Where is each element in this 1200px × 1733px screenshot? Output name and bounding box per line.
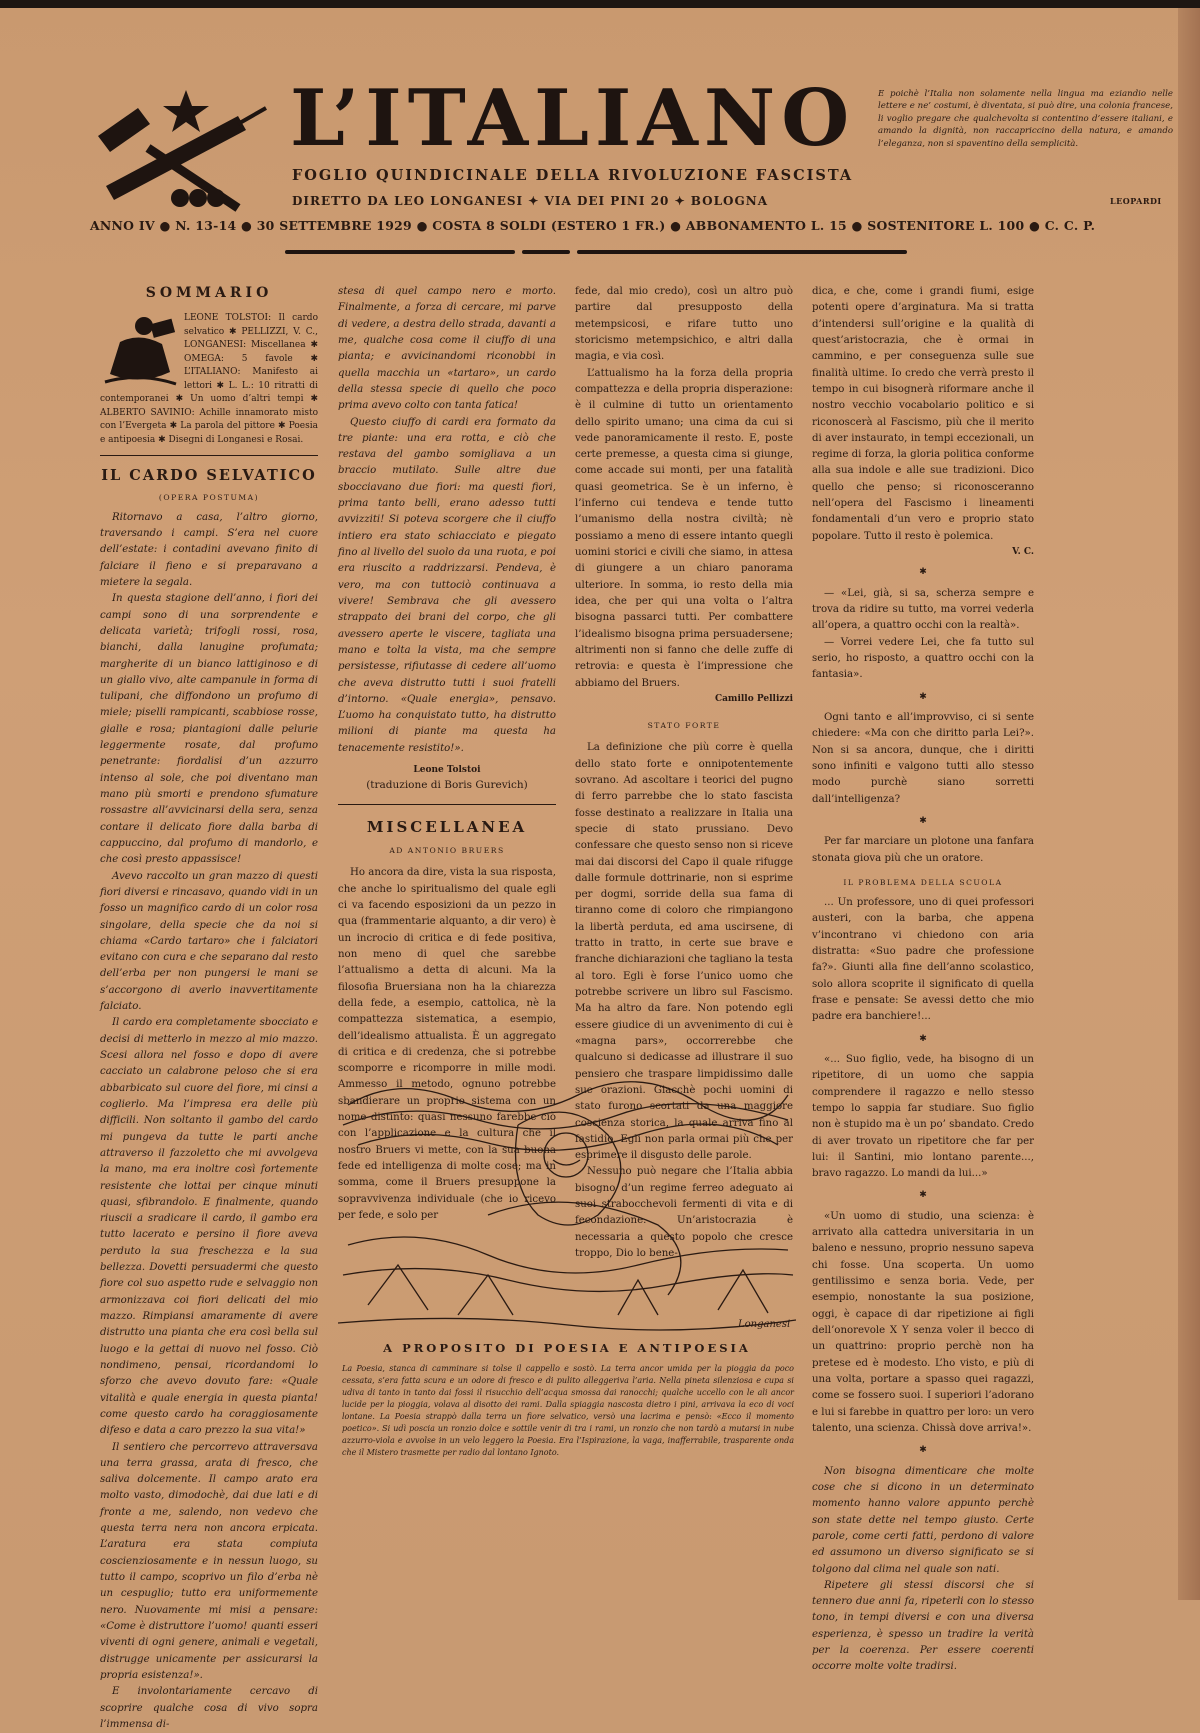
author-signature: Camillo Pellizzi [714,693,793,704]
paragraph: Nessuno può negare che l’Italia abbia bisogno d’un regime ferreo adeguato ai suoi strabocchevoli fermenti di vita e di fecondazione. Un’aristocrazia è necessaria a questo popolo che cresce troppo, Dio lo bene- [575,1166,793,1260]
divider [338,804,556,805]
paragraph: Per far marciare un plotone una fanfara stonata giova più che un oratore. [812,836,1034,864]
column-4 [812,284,1034,1676]
column-1 [100,282,318,1733]
miscellanea-heading: MISCELLANEA [366,818,528,837]
paragraph: Ogni tanto e all’improvviso, ci si sente chiedere: «Ma con che diritto parla Lei?». Non si sa ancora, dunque, che i diritti sono infiniti e valgono tutti allo stesso modo purchè siano sorretti dall’intelligenza? [812,712,1034,805]
sommario-text: LEONE TOLSTOI: Il cardo selvatico ✱ PELLIZZI, V. C., LONGANESI: Miscellanea ✱ OMEGA: 5 favole ✱ L’ITALIANO: Manifesto ai lettori ✱ L. L.: 10 ritratti di contemporanei ✱ Un uomo d’altri tempi ✱ ALBERTO SAVINIO: Achille innamorato misto con l’Evergeta ✱ La parola del pittore ✱ Poesia e antipoesia ✱ Disegni di Longanesi e Rosai. [100,313,318,445]
header-rule-mid [522,250,570,254]
illustration-signature: Longanesi [738,1319,791,1330]
cardo-subheading: (OPERA POSTUMA) [158,492,260,502]
paragraph: ... Un professore, uno di quei professori austeri, con la barba, che appena v’incontrano vi chiedono con aria distratta: «Suo padre che professione fa?». Giunti alla fine dell’anno scolastico, solo allora scoprite il significato di quella frase e pensate: Se avessi detto che mio padre era banchiere!... [812,897,1034,1023]
editor-address: DIRETTO DA LEO LONGANESI ✦ VIA DEI PINI 20 ✦ BOLOGNA [292,194,769,208]
paragraph: Ho ancora da dire, vista la sua risposta, che anche lo spiritualismo del quale egli ci va facendo esposizioni da un pezzo in qua (frammentarie alquanto, a dir vero) è un incrocio di critica e di fede positiva, non meno di quel che sarebbe l’attualismo a detta di alcuni. Ma la filosofia Bruersiana non ha la chiarezza della fede, a esempio, cattolica, nè la compattezza sistematica, a esempio, dell’idealismo attualista. È un aggregato di critica e di credenza, che si potrebbe scomporre e ricomporre in mille modi. Ammesso il metodo, ognuno potrebbe sbandierare un proprio sistema con un nome distinto: quasi nessuno farebbe ciò con l’applicazione e la cultura che il nostro Bruers vi mette, con la sua buona fede ed intelligenza di molte cose; ma in somma, come il Bruers presuppone la sopravvivenza individuale (che io ricevo per fede, e solo per [338,867,556,1221]
scuola-heading: IL PROBLEMA DELLA SCUOLA [843,877,1003,887]
separator-star: ✱ [919,815,927,826]
illustration-title: A PROPOSITO DI POESIA E ANTIPOESIA [383,1341,751,1355]
illustration-caption: La Poesia, stanca di camminare si tolse il cappello e sostò. La terra ancor umida per la pioggia da poco cessata, s’era fatta scura e un odore di fresco e di pulito alleggeriva l’aria. Nella pineta silenziosa e cupa si udiva di tanto in tanto dai fossi il risucchio dell’acqua smossa dai ranocchi; qualche uccello con le ali ancor lucide per la pioggia, volava al disotto dei rami. Dalla spiaggia nascosta dietro i pini, arrivava la eco di voci lontane. La Poesia strappò dalla terra un fiore selvatico, versò una lacrima e pensò: «Ecco il momento poetico». Si udì poscia un ronzio dolce e sottile venir di tra i rami, un ronzio che non tardò a mutarsi in nube azzurro-viola e avvolse in un velo leggero la Poesia. Era l’Ispirazione, la vaga, inafferrabile, trasparente onda che il Mistero trasmette per radio dal lontano Ignoto. [342,1364,794,1457]
stato-forte-heading: STATO FORTE [647,721,721,731]
paragraph: Non bisogna dimenticare che molte cose che si dicono in un determinato momento hanno valore appunto perchè son state dette nel tempo giusto. Certe parole, come certi fatti, perdono di valore ed assumono un diverso significato se si tolgono dal clima nel quale son nati. [812,1465,1034,1575]
paragraph: Questo ciuffo di cardi era formato da tre piante: una era rotta, e ciò che restava del gambo somigliava a un braccio mutilato. Sulle altre due sbocciavano due fiori: ma questi fiori, prima tanto belli, erano adesso tutti avvizziti! Si poteva scorgere che il ciuffo intiero era stato schiacciato e piegato fino al livello del suolo da una ruota, e poi era riuscito a raddrizzarsi. Pendeva, è vero, ma con tuttociò continuava a vivere! Sembrava che gli avessero strappato dei brani del corpo, che gli avessero aperte le viscere, tagliata una mano e tolta la vista, ma che sempre persistesse, rifiutasse di cedere all’uomo che aveva distrutto tutti i suoi fratelli d’intorno. «Quale energia», pensavo. L’uomo ha conquistato tutto, ha distrutto milioni di piante ma questa ha tenacemente resistito!». [338,416,556,754]
header-rule-right [577,250,907,254]
paragraph: — Vorrei vedere Lei, che fa tutto sul serio, ho risposto, a quattro occhi con la fantasia». [812,636,1034,681]
newspaper-title: L’ITALIANO [290,73,856,164]
cardo-article [100,510,318,1733]
miscellanea-subheading: AD ANTONIO BRUERS [389,846,505,856]
paragraph: La definizione che più corre è quella dello stato forte e onnipotentemente sovrano. Ad ascoltare i teorici del pugno di ferro parrebbe che lo stato fascista fosse destinato a realizzare in Italia una specie di stato prussiano. Devo confessare che questo senso non si riceve mai dai discorsi del Capo il quale rifugge dalle formule dottrinarie, non si esprime per dogmi, sorride della sua fama di tiranno come di coloro che rimpiangono la libertà perduta, ed ama uscirsene, di tratto in tratto, in certe sue brave e franche dichiarazioni che tagliano la testa al toro. Egli è forse l’unico uomo che potrebbe scrivere un libro sul Fascismo. Ma ha altro da fare. Non potendo egli essere giudice di un avvenimento di cui è «magna pars», occorrerebbe che qualcuno si dedicasse ad illustrare il suo pensiero che traspare limpidissimo dalle sue orazioni. Giacchè pochi uomini di stato furono scortati da una maggiore coscienza storica, la quale arriva fino al fastidio. Egli non parla ormai più che per esprimere il disgusto delle parole. [575,742,793,1162]
paragraph: Il sentiero che percorrevo attraversava una terra grassa, arata di fresco, che saliva dolcemente. Il campo arato era molto vasto, dimodochè, dai due lati e di fronte a me, salendo, non vedevo che questa terra nera non ancora erpicata. L’aratura era stata compiuta coscienziosamente e in nessun luogo, su tutto il campo, scoprivo un filo d’erba nè un cespuglio; tutto era uniformemente nero. Nuovamente mi misi a pensare: «Come è distruttore l’uomo! quanti esseri viventi di ogni genere, animali e vegetali, distrugge unicamente per assicurarsi la propria esistenza!». [100,1441,318,1681]
paragraph: «Un uomo di studio, una scienza: è arrivato alla cattedra universitaria in un baleno e nessuno, proprio nessuno sapeva chi fosse. Una scoperta. Un uomo gentilissimo e senza boria. Vede, per esempio, nonostante la sua posizione, oggi, è capace di dar ripetizione ai figli dell’onorevole X Y senza voler il becco di un quattrino: proprio perchè non ha pretese ed è modesto. L’ho visto, e più di una volta, portare a spasso quei ragazzi, come se fossero suoi. I superiori l’adorano e lui si farebbe in quattro per loro: un vero talento, una scienza. Chissà dove arriva!». [812,1210,1034,1434]
paragraph: fede, dal mio credo), così un altro può partire dal presupposto della metempsicosi, e rifare tutto uno storicismo metempsichico, e altri dalla magia, e via così. [575,286,793,363]
paragraph: L’attualismo ha la forza della propria compattezza e della propria disperazione: è il culmine di tutto un orientamento dello spirito umano; una cima da cui si vede panoramicamente il resto. E, poste certe premesse, a questa cima si giunge, come accade sui monti, per una fatalità quasi geometrica. Se è un inferno, è l’inferno cui tendeva e tende tutto l’umanismo della nostra civiltà; nè possiamo a meno di essere intanto quegli uomini storici e civili che siamo, in attesa di giungere a un chiaro panorama ulteriore. In somma, io resto della mia idea, che per qui una volta o l’altra bisogna passarci tutti. Per combattere l’idealismo bisogna prima persuadersene; altrimenti non si fanno che delle zuffe di retrovia: e questa è l’impressione che abbiamo del Bruers. [575,367,793,689]
paragraph: «... Suo figlio, vede, ha bisogno di un ripetitore, di un uomo che sappia comprendere il ragazzo e nello stesso tempo lo sappia far studiare. Suo figlio non è stupido ma è un po’ sbandato. Credo di aver trovato un ripetitore che far per lui: il Santini, mio lontano parente..., bravo ragazzo. Lo mandi da lui...» [812,1053,1034,1180]
masthead-quote: E poichè l’Italia non solamente nella lingua ma eziandio nelle lettere e ne’ costumi, è diventata, si può dire, una colonia francese, li voglio pregare che qualchevolta si contentino d’essere italiani, e amando la dignità, non raccapriccino della natura, e amando l’eleganza, non si spaventino della semplicità. [878,89,1173,149]
masthead-emblem-icon [88,88,268,218]
cardo-heading: IL CARDO SELVATICO [101,467,317,485]
paragraph: E involontariamente cercavo di scoprire qualche cosa di vivo sopra l’immensa di- [100,1686,318,1730]
paragraph: — «Lei, già, si sa, scherza sempre e trova da ridire su tutto, ma vorrei vederla all’opera, a quattro occhi con la realtà». [812,587,1034,632]
paragraph: stesa di quel campo nero e morto. Finalmente, a forza di cercare, mi parve di vedere, a destra dello strada, davanti a me, qualche cosa come il ciuffo di una pianta; e avvicinandomi riconobbi in quella macchia un «tartaro», un cardo della stessa specie di quello che poco prima avevo colto con tanta fatica! [338,286,556,412]
separator-star: ✱ [919,1190,927,1201]
separator-star: ✱ [919,1445,927,1456]
paragraph: In questa stagione dell’anno, i fiori dei campi sono di una sorprendente e delicata varietà; trifogli rossi, rosa, bianchi, dalla lanugine profumata; margherite di un bianco lattiginoso e di un giallo vivo, alte campanule in forma di tulipani, che diffondono un profumo di miele; piselli rampicanti, scabbiose rosse, gialle e rosa; piantagioni dalle pelurie leggermente rosate, dal profumo penetrante: fiordalisi d’un azzurro intenso al sole, che poi diventano man mano più smorti e prendono sfumature rossastre all’avvicinarsi della sera, senza contare il delicato fiore dalla barba di cappuccino, dal profumo di mandorlo, e che così presto appassisce! [100,593,318,866]
translation-note: (traduzione di Boris Gurevich) [366,779,528,792]
sommario-heading: SOMMARIO [145,285,273,301]
cardo-continued [338,284,556,757]
divider [100,455,318,456]
paper-edge [1178,0,1200,1600]
issue-info-line: ANNO IV ● N. 13-14 ● 30 SETTEMBRE 1929 ● COSTA 8 SOLDI (ESTERO 1 FR.) ● ABBONAMENTO L. 15 ● SOSTENITORE L. 100 ● C. C. P. [90,218,1096,233]
separator-star: ✱ [919,1033,927,1044]
poetry-illustration [338,1065,796,1335]
author-signature: V. C. [1012,547,1034,557]
reading-figure-icon [100,312,178,390]
quote-author: LEOPARDI [1110,196,1162,206]
header-rule-left [285,250,515,254]
author-signature: Leone Tolstoi [413,765,481,776]
paragraph: Ritornavo a casa, l’altro giorno, traversando i campi. S’era nel cuore dell’estate: i contadini avevano finito di falciare il fieno e si preparavano a mietere la segala. [100,511,318,588]
paragraph: Il cardo era completamente sbocciato e decisi di metterlo in mezzo al mio mazzo. Scesi allora nel fosso e dopo di avere cacciato un calabrone peloso che si era abbarbicato sul cuore del fiore, mi cinsi a coglierlo. Ma l’impresa era delle più difficili. Non soltanto il gambo del cardo mi pungeva da tutte le parti anche attraverso il fazzoletto che mi avvolgeva la mano, ma era inoltre così fortemente resistente che lottai per cinque minuti quasi, sfibrandolo. E finalmente, quando riuscii a sradicare il cardo, il gambo era tutto lacerato e persino il fiore aveva perduto la sua freschezza e la sua bellezza. Dovetti persuadermi che questo fiore col suo aspetto rude e selvaggio non armonizzava coi fiori delicati del mio mazzo. Rimpiansi amaramente di avere distrutto una pianta che era così bella sul luogo e la gettai di nuovo nel fosso. Ciò nondimeno, pensai, ricordandomi lo sforzo che avevo dovuto fare: «Quale vitalità e quale energia in questa pianta! come questo cardo ha coraggiosamente difeso e data a caro prezzo la sua vita!» [100,1017,318,1437]
paragraph: Avevo raccolto un gran mazzo di questi fiori diversi e rincasavo, quando vidi in un fosso un magnifico cardo di un color rosa singolare, della specie che da noi si chiama «Cardo tartaro» che i falciatori evitano con cura e che separano dal resto dell’erba per non pungersi le mani se s’accorgono di averlo inavvertitamente falciato. [100,870,318,1013]
paragraph: dica, e che, come i grandi fiumi, esige potenti opere d’arginatura. Ma si tratta d’intendersi sull’origine e la qualità di quest’aristocrazia, che è ormai in cammino, e per conseguenza sulle sue finalità ultime. Io credo che verrà presto il tempo in cui bisognerà riformare anche il nostro vecchio vocabolario politico e si riconoscerà al Fascismo, più che il merito di aver instaurato, in tempi eccezionali, un regime di forza, la gloria politica conforme alla sua indole e alle sue tradizioni. Dico quello che penso; si riconosceranno nell’opera del Fascismo i lineamenti fondamentali d’un vero e proprio stato popolare. Tutto il resto è polemica. [812,286,1034,542]
separator-star: ✱ [919,567,927,578]
paragraph: Ripetere gli stessi discorsi che si tennero due anni fa, ripeterli con lo stesso tono, in tempi diversi e con una diversa esperienza, è spesso un tradire la verità per la coerenza. Per essere coerenti occorre molte volte tradirsi. [812,1579,1034,1673]
top-border [0,0,1200,8]
separator-star: ✱ [919,691,927,702]
newspaper-subtitle: FOGLIO QUINDICINALE DELLA RIVOLUZIONE FASCISTA [292,167,854,184]
